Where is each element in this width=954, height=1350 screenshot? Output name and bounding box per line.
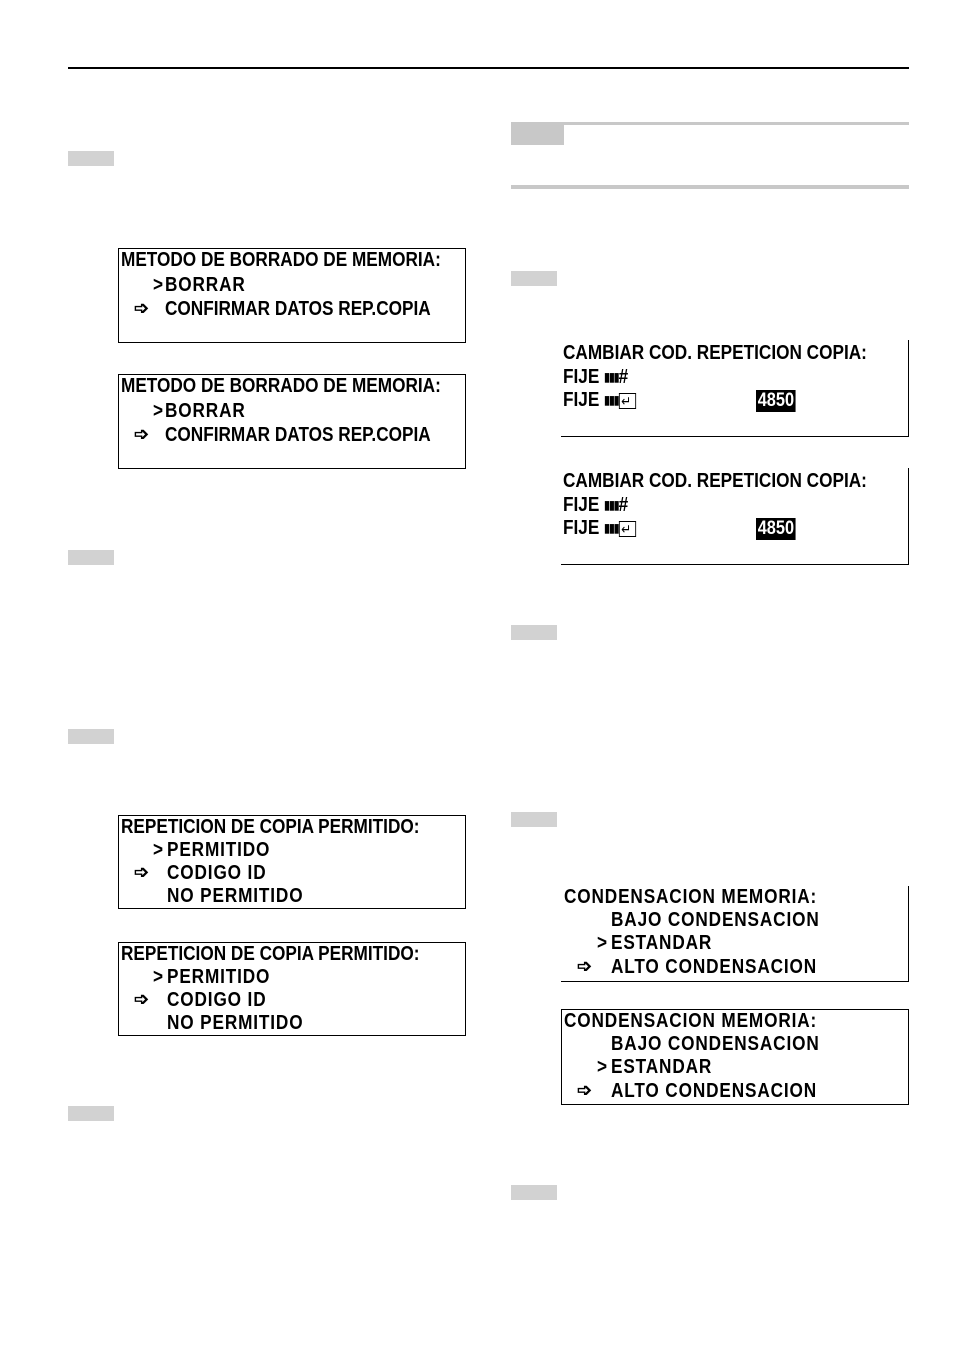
lcd-option-alto: ALTO CONDENSACION bbox=[611, 1080, 818, 1102]
note-top-rule bbox=[511, 122, 909, 125]
lcd-memory-method-b bbox=[118, 374, 466, 469]
lcd-pointer: > bbox=[153, 274, 164, 296]
step-marker-7 bbox=[511, 812, 557, 827]
lcd-title: METODO DE BORRADO DE MEMORIA: bbox=[121, 375, 441, 397]
arrow-icon: ➩ bbox=[134, 989, 150, 1009]
step-marker-2 bbox=[68, 550, 114, 565]
header-rule bbox=[68, 67, 909, 69]
lcd-title: CAMBIAR COD. REPETICION COPIA: bbox=[563, 342, 867, 364]
enter-key-icon bbox=[619, 393, 636, 409]
lcd-title: CAMBIAR COD. REPETICION COPIA: bbox=[563, 470, 867, 492]
lcd-option-confirmar: CONFIRMAR DATOS REP.COPIA bbox=[165, 298, 431, 320]
dots-icon: ▮▮▮ bbox=[604, 521, 619, 536]
lcd-option-alto: ALTO CONDENSACION bbox=[611, 956, 818, 978]
hash-key: # bbox=[618, 494, 629, 516]
lcd-repeat-permitted-a bbox=[118, 815, 466, 909]
lcd-option-no-permitido: NO PERMITIDO bbox=[167, 885, 304, 907]
lcd-fije-line-2 bbox=[563, 517, 636, 540]
lcd-option-codigo-id: CODIGO ID bbox=[167, 862, 267, 884]
fije-label: FIJE bbox=[563, 517, 600, 539]
step-marker-4 bbox=[68, 1106, 114, 1121]
lcd-title: CONDENSACION MEMORIA: bbox=[564, 886, 818, 908]
dots-icon: ▮▮▮ bbox=[604, 498, 619, 513]
lcd-fije-line-1 bbox=[563, 366, 628, 389]
lcd-change-code-b bbox=[561, 468, 909, 565]
code-value: 4850 bbox=[757, 390, 795, 411]
lcd-condensation-a bbox=[561, 886, 909, 982]
lcd-change-code-a bbox=[561, 340, 909, 437]
lcd-memory-method-a bbox=[118, 248, 466, 343]
dots-icon: ▮▮▮ bbox=[604, 370, 619, 385]
note-box bbox=[511, 122, 909, 189]
lcd-pointer: > bbox=[153, 839, 164, 861]
step-marker-6 bbox=[511, 625, 557, 640]
arrow-icon: ➩ bbox=[577, 956, 593, 976]
dots-icon: ▮▮▮ bbox=[604, 393, 619, 408]
step-marker-1 bbox=[68, 151, 114, 166]
lcd-pointer: > bbox=[153, 966, 164, 988]
hash-key: # bbox=[618, 366, 629, 388]
note-tag bbox=[511, 125, 564, 145]
arrow-icon: ➩ bbox=[134, 424, 150, 444]
arrow-icon: ➩ bbox=[134, 862, 150, 882]
lcd-title: REPETICION DE COPIA PERMITIDO: bbox=[121, 816, 420, 838]
lcd-option-no-permitido: NO PERMITIDO bbox=[167, 1012, 304, 1034]
lcd-option-bajo: BAJO CONDENSACION bbox=[611, 909, 820, 931]
lcd-option-confirmar: CONFIRMAR DATOS REP.COPIA bbox=[165, 424, 431, 446]
fije-label: FIJE bbox=[563, 494, 600, 516]
lcd-option-codigo-id: CODIGO ID bbox=[167, 989, 267, 1011]
lcd-option-permitido: PERMITIDO bbox=[167, 966, 271, 988]
lcd-option-borrar: BORRAR bbox=[165, 400, 246, 422]
enter-key-icon bbox=[619, 521, 636, 537]
code-value: 4850 bbox=[757, 518, 795, 539]
fije-label: FIJE bbox=[563, 366, 600, 388]
lcd-pointer: > bbox=[597, 1056, 608, 1078]
fije-label: FIJE bbox=[563, 389, 600, 411]
lcd-option-estandar: ESTANDAR bbox=[611, 932, 713, 954]
lcd-title: REPETICION DE COPIA PERMITIDO: bbox=[121, 943, 420, 965]
lcd-option-permitido: PERMITIDO bbox=[167, 839, 271, 861]
lcd-title: METODO DE BORRADO DE MEMORIA: bbox=[121, 249, 441, 271]
lcd-option-bajo: BAJO CONDENSACION bbox=[611, 1033, 820, 1055]
lcd-title: CONDENSACION MEMORIA: bbox=[564, 1010, 818, 1032]
step-marker-5 bbox=[511, 271, 557, 286]
lcd-fije-line-1 bbox=[563, 494, 628, 517]
step-marker-3 bbox=[68, 729, 114, 744]
lcd-pointer: > bbox=[153, 400, 164, 422]
lcd-pointer: > bbox=[597, 932, 608, 954]
step-marker-8 bbox=[511, 1185, 557, 1200]
arrow-icon: ➩ bbox=[134, 298, 150, 318]
note-bottom-rule bbox=[511, 185, 909, 189]
arrow-icon: ➩ bbox=[577, 1080, 593, 1100]
lcd-fije-line-2 bbox=[563, 389, 636, 412]
lcd-option-borrar: BORRAR bbox=[165, 274, 246, 296]
lcd-repeat-permitted-b bbox=[118, 942, 466, 1036]
lcd-option-estandar: ESTANDAR bbox=[611, 1056, 713, 1078]
lcd-condensation-b bbox=[561, 1009, 909, 1105]
